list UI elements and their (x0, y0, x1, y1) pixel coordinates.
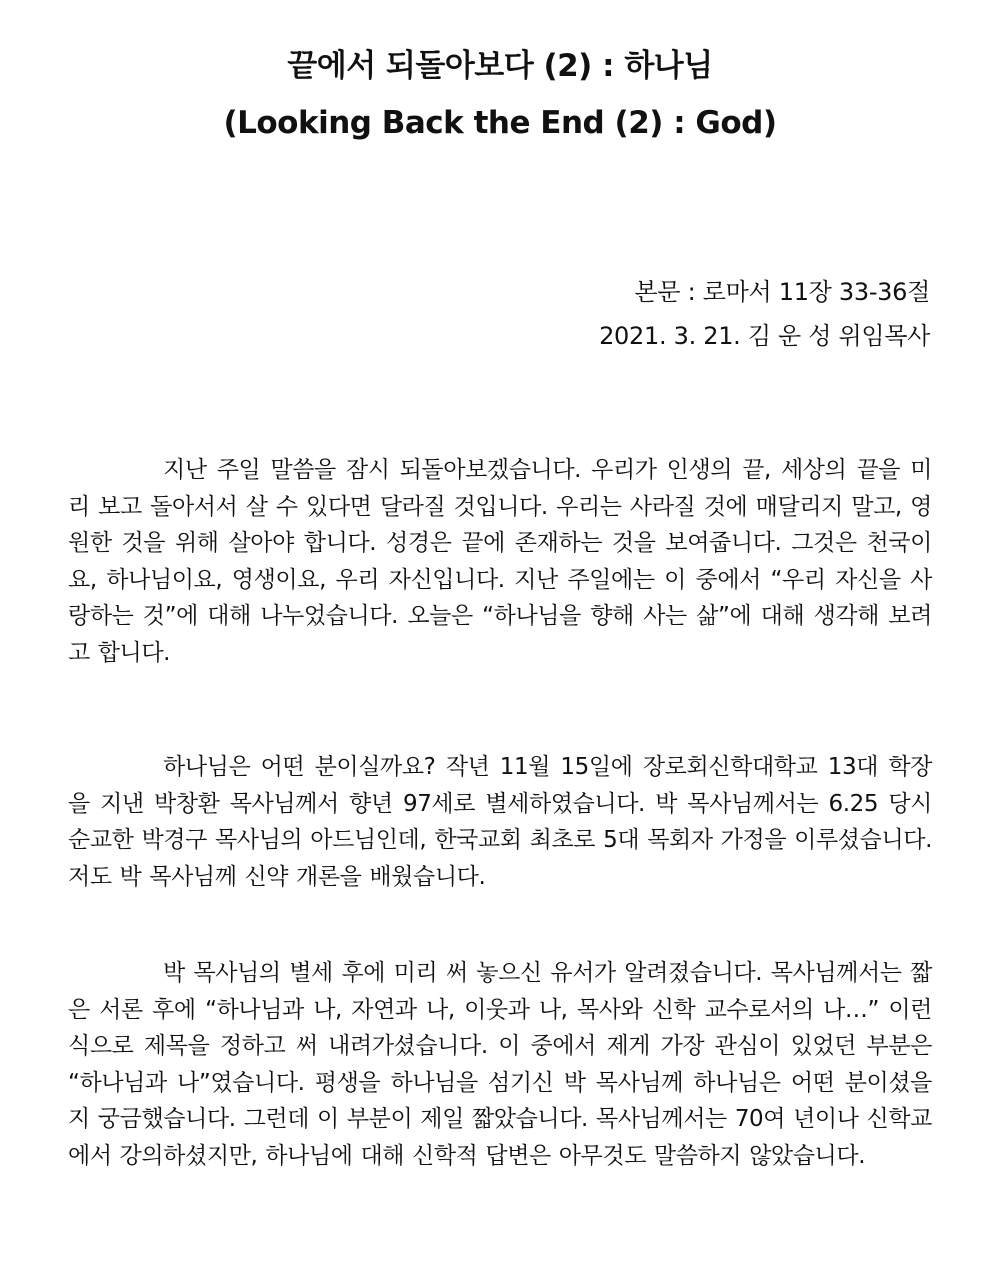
scripture-reference: 본문 : 로마서 11장 33-36절 (634, 278, 930, 306)
date-and-author: 2021. 3. 21. 김 운 성 위임목사 (599, 322, 930, 350)
body-paragraph: 하나님은 어떤 분이실까요? 작년 11월 15일에 장로회신학대학교 13대 학장을 지낸 박창환 목사님께서 향년 97세로 별세하였습니다. 박 목사님께서는 6.25 당시 순교한 박경구 목사님의 아드님인데, 한국교회 최초로 5대 목회자 가정을 이루셨습니다. 저도 박 목사님께 신약 개론을 배웠습니다. (68, 754, 932, 890)
body-paragraph: 박 목사님의 별세 후에 미리 써 놓으신 유서가 알려졌습니다. 목사님께서는 짧은 서론 후에 “하나님과 나, 자연과 나, 이웃과 나, 목사와 신학 교수로서의 나…” 이런 식으로 제목을 정하고 써 내려가셨습니다. 이 중에서 제게 가장 관심이 있었던 부분은 “하나님과 나”였습니다. 평생을 하나님을 섬기신 박 목사님께 하나님은 어떤 분이셨을지 궁금했습니다. 그런데 이 부분이 제일 짧았습니다. 목사님께서는 70여 년이나 신학교에서 강의하셨지만, 하나님에 대해 신학적 답변은 아무것도 말씀하지 않았습니다. (68, 960, 932, 1169)
body-paragraph: 지난 주일 말씀을 잠시 되돌아보겠습니다. 우리가 인생의 끝, 세상의 끝을 미리 보고 돌아서서 살 수 있다면 달라질 것입니다. 우리는 사라질 것에 매달리지 말고, 영원한 것을 위해 살아야 합니다. 성경은 끝에 존재하는 것을 보여줍니다. 그것은 천국이요, 하나님이요, 영생이요, 우리 자신입니다. 지난 주일에는 이 중에서 “우리 자신을 사랑하는 것”에 대해 나누었습니다. 오늘은 “하나님을 향해 사는 삶”에 대해 생각해 보려고 합니다. (68, 457, 932, 666)
document-title-korean: 끝에서 되돌아보다 (2) : 하나님 (287, 48, 713, 84)
document-title-english: (Looking Back the End (2) : God) (223, 105, 777, 141)
